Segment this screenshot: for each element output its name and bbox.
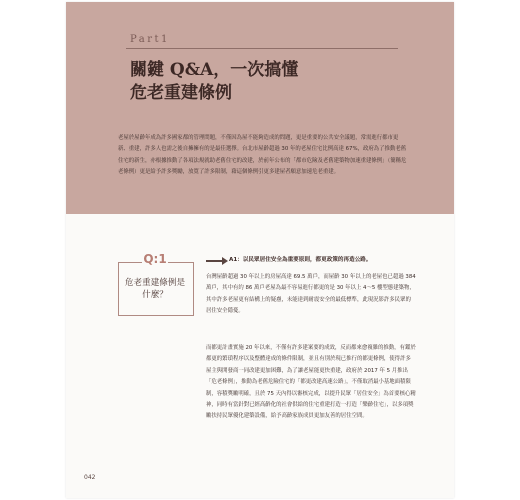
chapter-banner (66, 2, 454, 214)
question-label: Q:1 (143, 252, 167, 266)
answer-heading (229, 255, 372, 263)
answer-arrowhead-icon (222, 257, 228, 265)
question-text: 危老重建條例是什麼？ (124, 278, 186, 300)
answer-heading-text: 以民眾居住安全為重要原則，都更政策的再造公路。 (242, 257, 372, 263)
answer-label: A1： (229, 257, 243, 263)
chapter-title-line1: 關鍵 Q&A，一次搞懂 (130, 60, 299, 80)
chapter-title (130, 59, 298, 105)
book-page (66, 2, 454, 498)
part-label: Part1 (130, 34, 170, 45)
part-divider (126, 48, 398, 49)
answer-paragraph-1: 台灣屋齡超過 30 年以上的房屋高達 69.5 萬戶，而屋齡 30 年以上的老屋也已超過 384 萬戶，其中有約 86 萬戶老屋為最不容易進行都更的是 30 年以上 4～5 樓型態建築物，其中許多老屋更有結構上的疑慮，未能達到耐震安全的最低標準，此現況影許多民眾的居住安全隱憂。 (206, 274, 416, 315)
chapter-title-line2: 危老重建條例 (130, 83, 232, 103)
answer-paragraph-2: 而都更計畫實施 20 年以來，不僅有許多建案要的成效，反而都來愈複雜的推動，有鑑於都更的繁瑣程序以及整體達成的條件限制，並且有別於現已推行的都更條例，使得許多屋主與開發商一同改建更加困難，為了讓老屋能更快重建，政府於 2017 年 5 月推出「危老條例」，推動為老舊危險住宅的「都更改建高速公路」，不僅取消最小基地面積限制，容積獎勵明確，且於 75 天內得以審核完成，以提升民眾「居住安全」為首要核心精神，同時有當針對已經高齡化的社會供給的住宅重建打造一打造「樂齡住宅」，以多項獎勵扶持民眾優化建築設備，給予高齡家族成員更加友善的居住空間。 (206, 345, 416, 420)
intro-paragraph: 老屋於屋齡年成為許多國家都的管理問題，不僅因為屋不能夠造成的問題，更是重要的公共安全議題，常需進行都市更新、重建，許多人也需之後自擁擁有的是最佳選擇。台北市屋齡超過 30 年的老屋住宅比例高達 67%，政府為了推動老舊住宅的新生，亦根據推動了各項法規就助老舊住宅的改建，於前年公布的「都市危險及老舊建築物加速重建條例」（簡稱危老條例）更是給予許多獎勵，放寬了許多限制，藉這個條例引更多建屋者願意加速危老重建。 (118, 135, 407, 176)
page-number: 042 (84, 474, 96, 481)
